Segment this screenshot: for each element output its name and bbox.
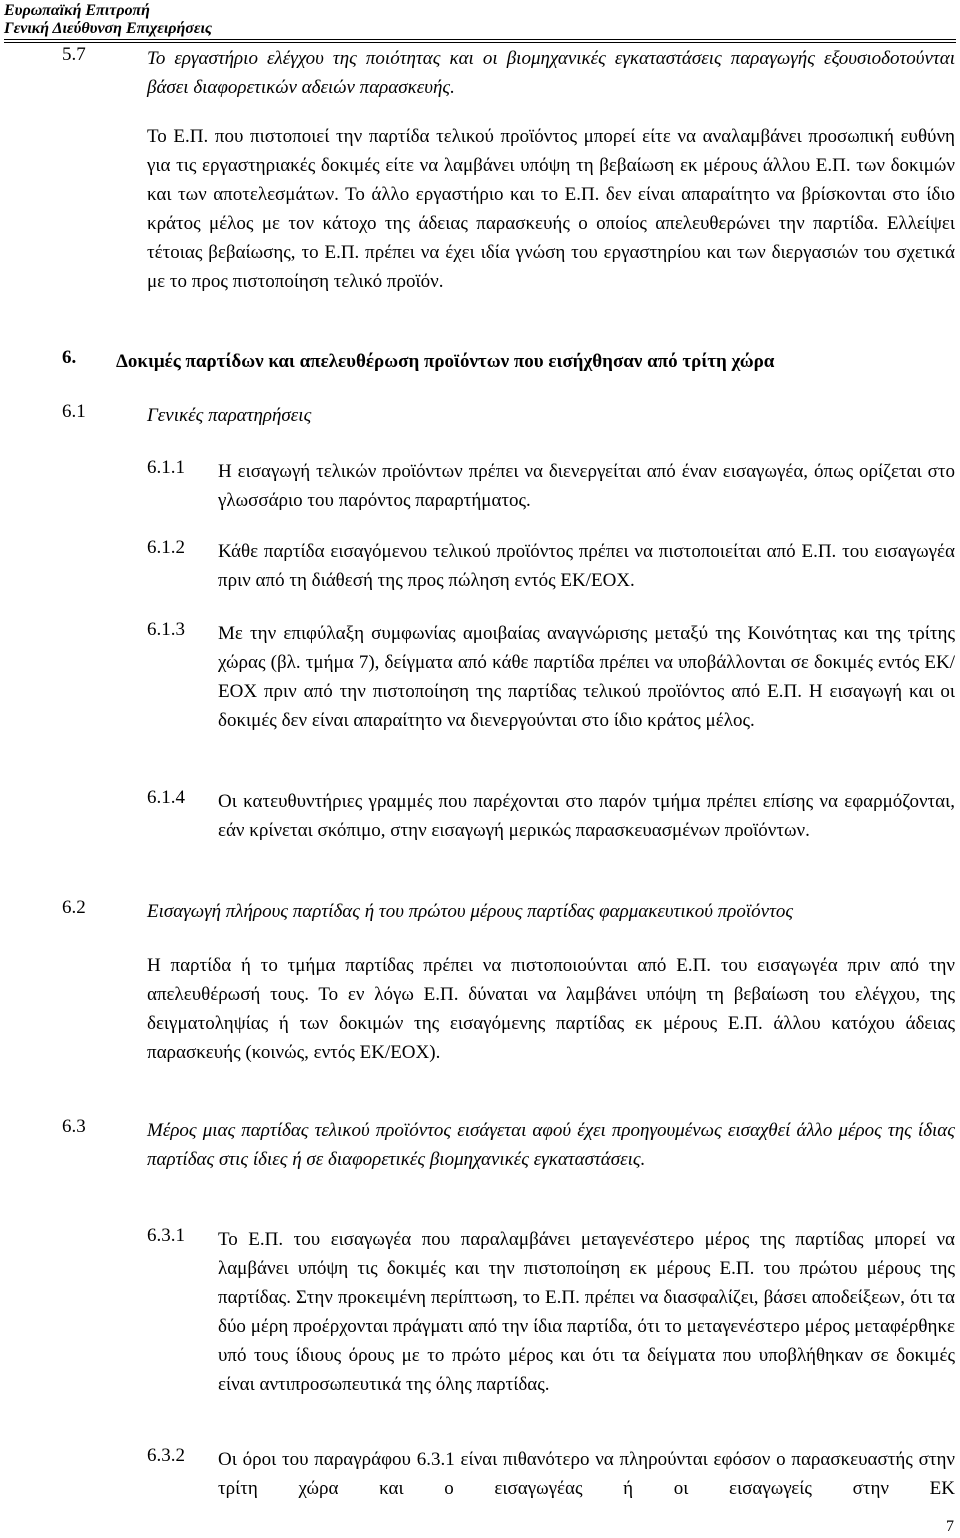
item-6-1-1-number: 6.1.1: [147, 457, 185, 478]
header-rule-bottom: [4, 42, 956, 43]
section-6-3-number: 6.3: [62, 1116, 86, 1137]
item-6-1-2-text: Κάθε παρτίδα εισαγόμενου τελικού προϊόντος πρέπει να πιστοποιείται από Ε.Π. του εισαγωγέα πριν από τη διάθεσή της προς πώληση εντός ΕΚ/ΕΟΧ.: [218, 541, 955, 591]
section-6-heading: Δοκιμές παρτίδων και απελευθέρωση προϊόντων που εισήχθησαν από τρίτη χώρα: [116, 351, 775, 372]
item-6-3-2-number: 6.3.2: [147, 1445, 185, 1466]
item-6-1-4-text: Οι κατευθυντήριες γραμμές που παρέχονται στο παρόν τμήμα πρέπει επίσης να εφαρμόζονται, εάν κρίνεται σκόπιμο, στην εισαγωγή μερικώς παρασκευασμένων προϊόντων.: [218, 791, 955, 841]
item-6-1-3-text: Με την επιφύλαξη συμφωνίας αμοιβαίας αναγνώρισης μεταξύ της Κοινότητας και της τρίτης χώρας (βλ. τμήμα 7), δείγματα από κάθε παρτίδα πρέπει να υποβάλλονται σε δοκιμές εντός ΕΚ/ΕΟΧ πριν από την πιστοποίηση της παρτίδας τελικού προϊόντος από Ε.Π. Η εισαγωγή και οι δοκιμές δεν είναι απαραίτητο να διενεργούνται στο ίδιο κράτος μέλος.: [218, 623, 955, 731]
item-6-1-3-number: 6.1.3: [147, 619, 185, 640]
section-6-number: 6.: [62, 347, 77, 368]
page-number: 7: [946, 1518, 954, 1535]
header-dept: Γενική Διεύθυνση Επιχειρήσεις: [4, 20, 213, 37]
section-6-2-number: 6.2: [62, 897, 86, 918]
section-6-1-heading: Γενικές παρατηρήσεις: [147, 405, 312, 426]
section-6-1-number: 6.1: [62, 401, 86, 422]
section-5-7-body: Το Ε.Π. που πιστοποιεί την παρτίδα τελικού προϊόντος μπορεί είτε να αναλαμβάνει προσωπική ευθύνη για τις εργαστηριακές δοκιμές είτε να λαμβάνει υπόψη τη βεβαίωση εκ μέρους άλλου Ε.Π. των δοκιμών και των αποτελεσμάτων. Το άλλο εργαστήριο και το Ε.Π. δεν είναι απαραίτητο να βρίσκονται στο ίδιο κράτος μέλος με τον κάτοχο της άδειας παρασκευής ο οποίος απελευθερώνει την παρτίδα. Ελλείψει τέτοιας βεβαίωσης, το Ε.Π. πρέπει να έχει ιδία γνώση του εργαστηρίου και των διεργασιών του σχετικά με το προς πιστοποίηση τελικό προϊόν.: [147, 126, 955, 292]
item-6-1-2-number: 6.1.2: [147, 537, 185, 558]
header-org: Ευρωπαϊκή Επιτροπή: [4, 2, 150, 19]
section-6-3-heading: Μέρος μιας παρτίδας τελικού προϊόντος εισάγεται αφού έχει προηγουμένως εισαχθεί άλλο μέρος της ίδιας παρτίδας στις ίδιες ή σε διαφορετικές βιομηχανικές εγκαταστάσεις.: [147, 1120, 955, 1170]
item-6-3-1-number: 6.3.1: [147, 1225, 185, 1246]
section-6-2-body: Η παρτίδα ή το τμήμα παρτίδας πρέπει να πιστοποιούνται από Ε.Π. του εισαγωγέα πριν από την απελευθέρωσή τους. Το εν λόγω Ε.Π. δύναται να λαμβάνει υπόψη τη βεβαίωση του ελέγχου, της δειγματοληψίας ή των δοκιμών της εισαγόμενης παρτίδας εκ μέρους Ε.Π. άλλου κατόχου άδειας παρασκευής (κοινώς, εντός ΕΚ/ΕΟΧ).: [147, 955, 955, 1063]
item-6-3-1-text: Το Ε.Π. του εισαγωγέα που παραλαμβάνει μεταγενέστερο μέρος της παρτίδας μπορεί να λαμβάνει υπόψη τις δοκιμές και την πιστοποίηση εκ μέρους Ε.Π. του πρώτου μέρους της παρτίδας. Στην προκειμένη περίπτωση, το Ε.Π. πρέπει να διασφαλίζει, βάσει αποδείξεων, ότι τα δύο μέρη προέρχονται πράγματι από την ίδια παρτίδα, ότι το μεταγενέστερο μέρος μεταφέρθηκε υπό τους ίδιους όρους με το πρώτο μέρος και ότι τα δείγματα που υποβλήθηκαν σε δοκιμές είναι αντιπροσωπευτικά της όλης παρτίδας.: [218, 1229, 955, 1395]
header-rule-top: [4, 39, 956, 40]
section-6-2-heading: Εισαγωγή πλήρους παρτίδας ή του πρώτου μέρους παρτίδας φαρμακευτικού προϊόντος: [147, 901, 794, 922]
item-6-3-2-text: Οι όροι του παραγράφου 6.3.1 είναι πιθανότερο να πληρούνται εφόσον ο παρασκευαστής στην τρίτη χώρα και ο εισαγωγέας ή οι εισαγωγείς στην ΕΚ: [218, 1449, 955, 1499]
section-5-7-heading: Το εργαστήριο ελέγχου της ποιότητας και οι βιομηχανικές εγκαταστάσεις παραγωγής εξουσιοδοτούνται βάσει διαφορετικών αδειών παρασκευής.: [147, 48, 955, 98]
item-6-1-1-text: Η εισαγωγή τελικών προϊόντων πρέπει να διενεργείται από έναν εισαγωγέα, όπως ορίζεται στο γλωσσάριο του παρόντος παραρτήματος.: [218, 461, 955, 511]
item-6-1-4-number: 6.1.4: [147, 787, 185, 808]
section-5-7-number: 5.7: [62, 44, 86, 65]
